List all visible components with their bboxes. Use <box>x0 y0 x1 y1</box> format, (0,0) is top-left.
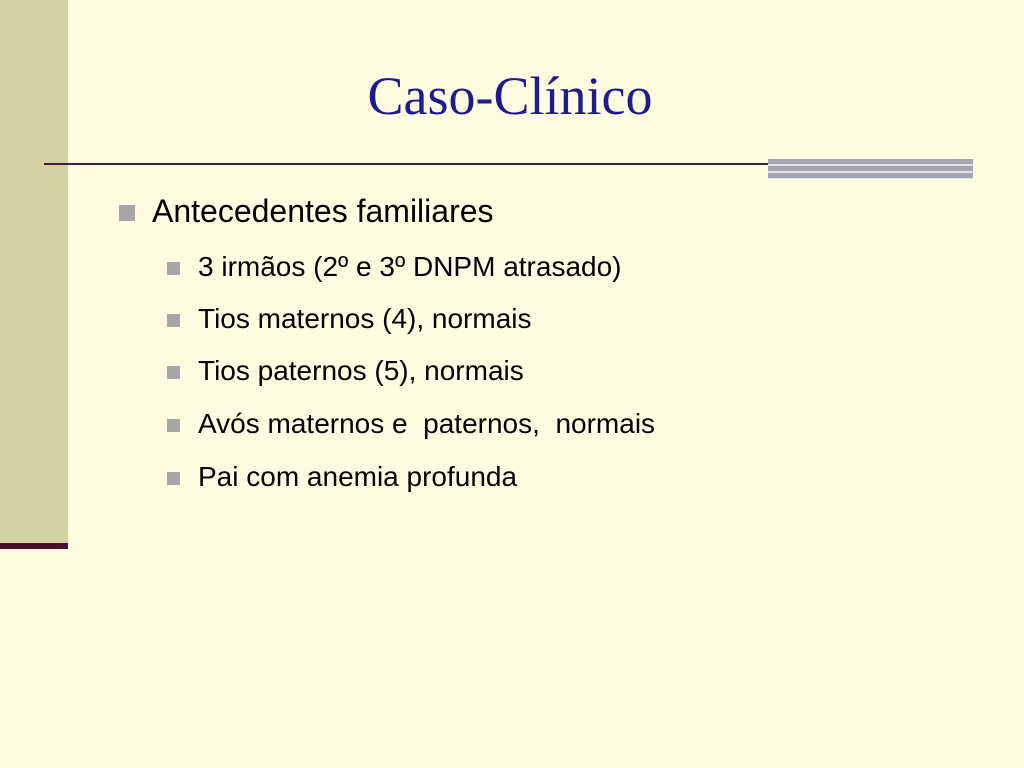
square-bullet-icon <box>167 366 180 379</box>
list-item-label: Tios maternos (4), normais <box>198 303 532 334</box>
list-item <box>198 407 655 441</box>
list-item-label: Tios paternos (5), normais <box>198 355 524 386</box>
square-bullet-icon <box>167 314 180 327</box>
list-item-heading <box>152 192 494 230</box>
square-bullet-icon <box>167 472 180 485</box>
list-item <box>198 302 532 336</box>
square-bullet-icon <box>167 419 180 432</box>
list-item <box>198 354 524 388</box>
square-bullet-icon <box>119 205 135 221</box>
list-item-label: Avós maternos e paternos, normais <box>198 408 656 439</box>
list-item-label: Pai com anemia profunda <box>198 461 518 492</box>
square-bullet-icon <box>167 262 180 275</box>
slide-title: Caso-Clínico <box>367 66 653 126</box>
list-item <box>198 250 622 284</box>
list-item-label: Antecedentes familiares <box>152 193 494 229</box>
list-item <box>198 460 517 494</box>
list-item-label: 3 irmãos (2º e 3º DNPM atrasado) <box>198 251 622 282</box>
